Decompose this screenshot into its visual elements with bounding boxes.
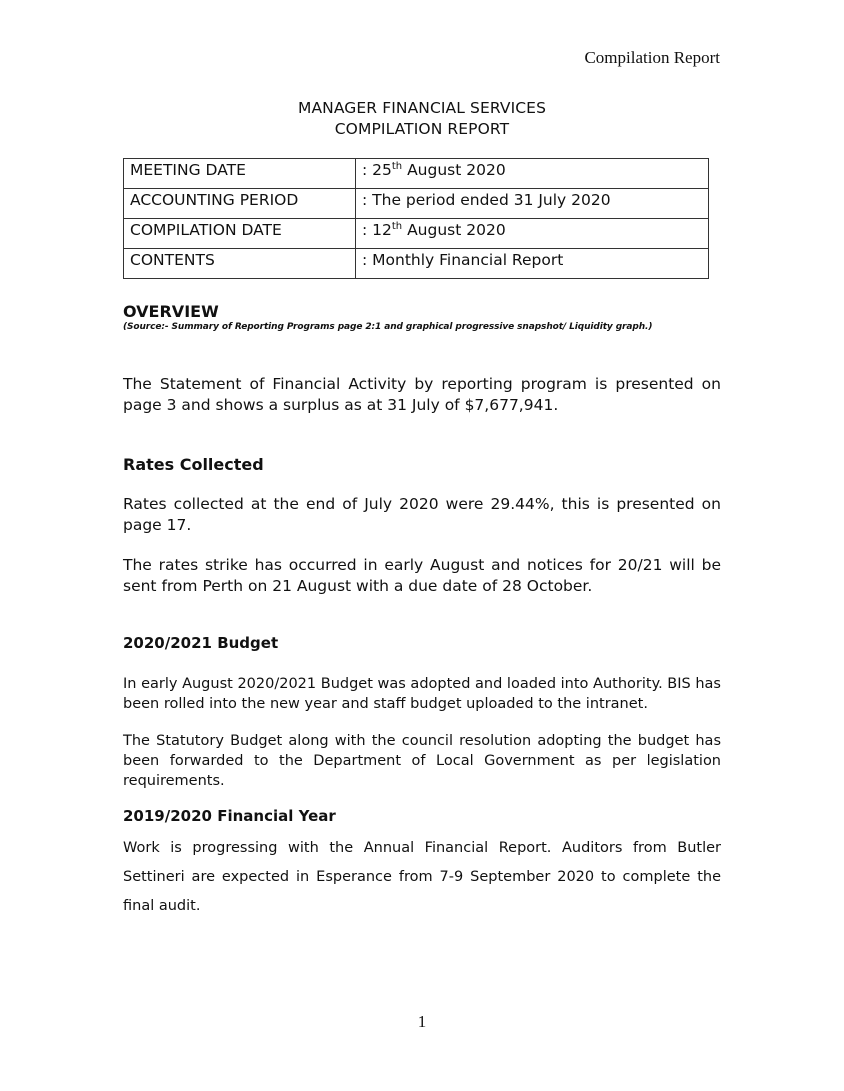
- table-row: [124, 219, 709, 249]
- source-note: (Source:- Summary of Reporting Programs page 2:1 and graphical progressive snapshot/ Liquidity graph.): [123, 322, 653, 332]
- overview-heading: OVERVIEW: [123, 302, 219, 321]
- budget-paragraph-2: The Statutory Budget along with the council resolution adopting the budget has been forwarded to the Department of Local Government as per legislation requirements.: [123, 733, 721, 789]
- table-row: [124, 249, 709, 279]
- table-cell-label: ACCOUNTING PERIOD: [124, 189, 356, 219]
- table-cell-value: : 25th August 2020: [356, 159, 709, 189]
- meeting-details-table: [123, 158, 709, 279]
- rates-heading: Rates Collected: [123, 455, 264, 474]
- rates-paragraph-1: Rates collected at the end of July 2020 were 29.44%, this is presented on page 17.: [123, 495, 721, 534]
- table-cell-value: : Monthly Financial Report: [356, 249, 709, 279]
- budget-heading: 2020/2021 Budget: [123, 634, 279, 652]
- table-cell-label: CONTENTS: [124, 249, 356, 279]
- title-line-2: COMPILATION REPORT: [334, 120, 510, 138]
- table-row: [124, 159, 709, 189]
- running-header: Compilation Report: [584, 48, 720, 67]
- financial-year-paragraph: Work is progressing with the Annual Financial Report. Auditors from Butler Settineri are expected in Esperance from 7-9 September 2020 to complete the final audit.: [123, 840, 721, 914]
- budget-paragraph-1: In early August 2020/2021 Budget was adopted and loaded into Authority. BIS has been rolled into the new year and staff budget uploaded to the intranet.: [123, 676, 721, 712]
- table-cell-label: COMPILATION DATE: [124, 219, 356, 249]
- page-number: 1: [417, 1012, 427, 1031]
- report-title: [0, 98, 844, 140]
- table-cell-value: : The period ended 31 July 2020: [356, 189, 709, 219]
- table-cell-label: MEETING DATE: [124, 159, 356, 189]
- rates-paragraph-2: The rates strike has occurred in early August and notices for 20/21 will be sent from Perth on 21 August with a due date of 28 October.: [123, 556, 721, 595]
- table-cell-value: : 12th August 2020: [356, 219, 709, 249]
- financial-year-heading: 2019/2020 Financial Year: [123, 807, 336, 825]
- title-line-1: MANAGER FINANCIAL SERVICES: [297, 99, 547, 117]
- overview-paragraph: The Statement of Financial Activity by reporting program is presented on page 3 and shows a surplus as at 31 July of $7,677,941.: [123, 375, 721, 414]
- table-row: [124, 189, 709, 219]
